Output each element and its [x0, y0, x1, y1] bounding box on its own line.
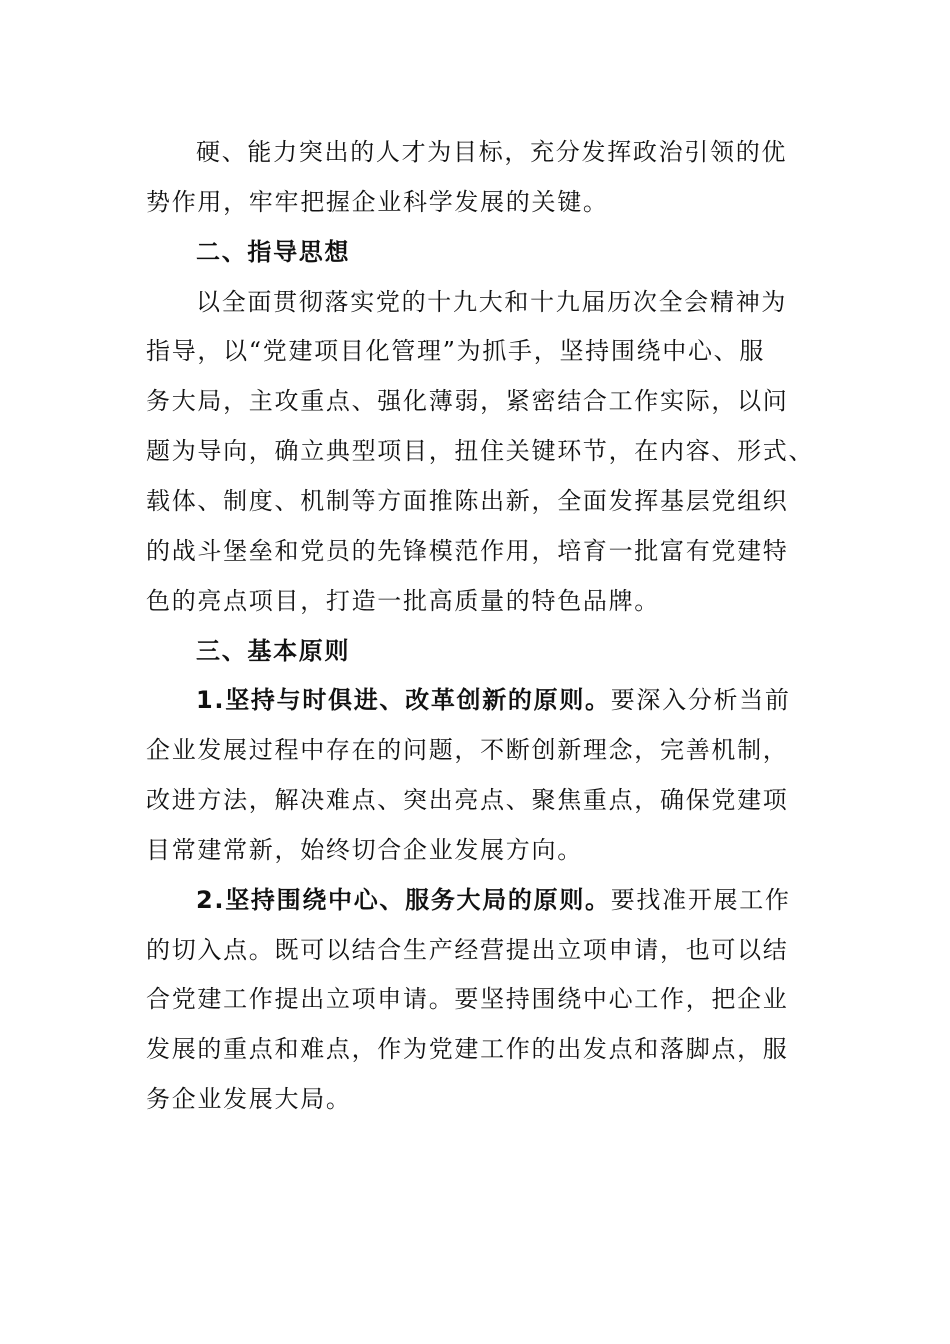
- line-text: 以全面贯彻落实党的十九大和十九届历次全会精神为: [196, 287, 788, 316]
- line-text: 势作用，牢牢把握企业科学发展的关键。: [146, 187, 609, 216]
- text-line: [146, 433, 815, 469]
- text-line: [146, 782, 789, 818]
- text-line: [146, 383, 789, 419]
- line-text: 改进方法，解决难点、突出亮点、聚焦重点，确保党建项: [146, 786, 789, 815]
- text-line: [196, 284, 787, 320]
- text-line: [146, 932, 789, 968]
- line-text: 要深入分析当前: [610, 686, 791, 715]
- line-text: 指导，以“党建项目化管理”为抓手，坚持围绕中心、服: [146, 337, 766, 366]
- text-line: [146, 981, 789, 1017]
- line-text: 要找准开展工作: [610, 885, 791, 914]
- text-line: [146, 483, 789, 519]
- line-text: 合党建工作提出立项申请。要坚持围绕中心工作，把企业: [146, 985, 789, 1014]
- text-line: [146, 533, 789, 569]
- line-text: 企业发展过程中存在的问题，不断创新理念，完善机制，: [146, 736, 789, 765]
- text-line: [146, 184, 609, 220]
- line-text: 色的亮点项目，打造一批高质量的特色品牌。: [146, 586, 660, 615]
- text-line: [146, 832, 583, 868]
- line-text: 载体、制度、机制等方面推陈出新，全面发挥基层党组织: [146, 486, 789, 515]
- text-line: [146, 1031, 789, 1067]
- text-line: [146, 732, 789, 768]
- section-heading: [196, 633, 350, 669]
- line-text: 发展的重点和难点，作为党建工作的出发点和落脚点，服: [146, 1035, 789, 1064]
- line-text: 硬、能力突出的人才为目标，充分发挥政治引领的优: [196, 138, 788, 166]
- bold-lead: 三、基本原则: [196, 636, 351, 665]
- bold-lead: 2.坚持围绕中心、服务大局的原则。: [196, 885, 611, 914]
- line-text: 的切入点。既可以结合生产经营提出立项申请，也可以结: [146, 935, 789, 964]
- bold-lead: 1.坚持与时俱进、改革创新的原则。: [196, 686, 611, 715]
- text-line: [146, 1081, 352, 1117]
- line-text: 目常建常新，始终切合企业发展方向。: [146, 835, 583, 864]
- text-line: [196, 882, 791, 918]
- line-text: 的战斗堡垒和党员的先锋模范作用，培育一批富有党建特: [146, 536, 789, 565]
- bold-lead: 二、指导思想: [196, 237, 351, 266]
- section-heading: [196, 234, 350, 270]
- text-line: [196, 134, 787, 170]
- line-text: 务大局，主攻重点、强化薄弱，紧密结合工作实际，以问: [146, 387, 789, 416]
- text-line: [196, 682, 791, 718]
- text-line: [146, 333, 765, 369]
- line-text: 题为导向，确立典型项目，扭住关键环节，在内容、形式、: [146, 437, 815, 466]
- text-line: [146, 583, 660, 619]
- line-text: 务企业发展大局。: [146, 1085, 352, 1114]
